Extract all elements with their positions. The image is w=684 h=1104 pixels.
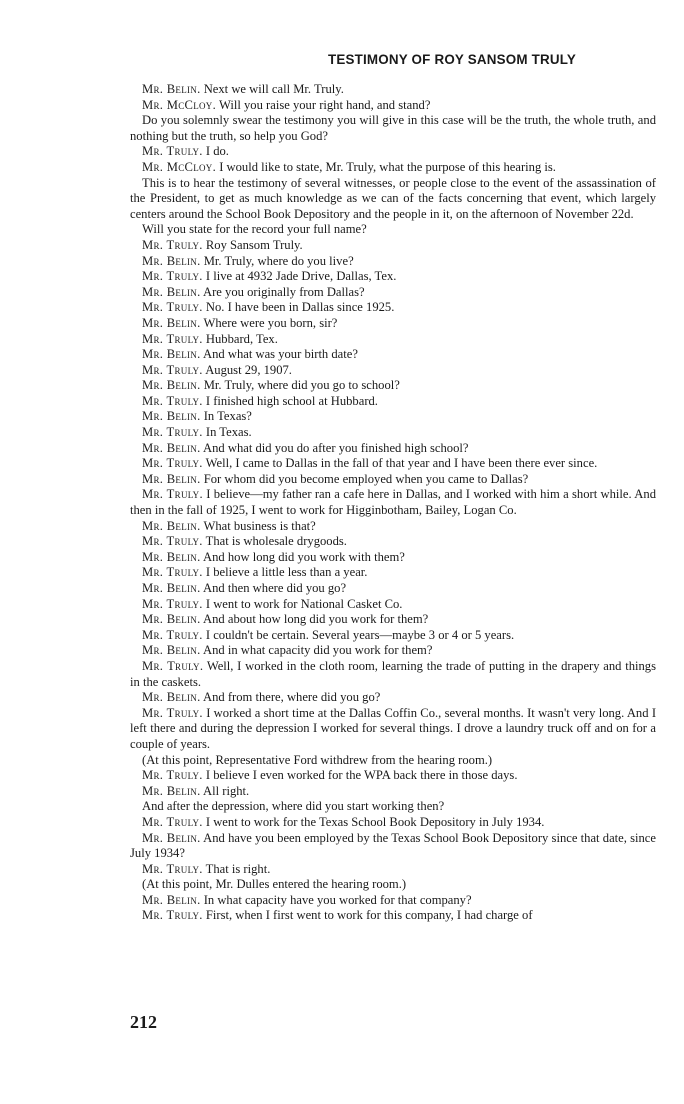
- speaker-label: Mr. Belin.: [142, 440, 201, 455]
- speaker-label: Mr. Belin.: [142, 892, 201, 907]
- paragraph-text: I believe a little less than a year.: [205, 565, 368, 580]
- paragraph-text: Next we will call Mr. Truly.: [203, 82, 344, 96]
- paragraph-text: I couldn't be certain. Several years—maybe 3 or 4 or 5 years.: [205, 627, 515, 642]
- testimony-paragraph: [130, 144, 656, 160]
- page-number: 212: [130, 1012, 157, 1032]
- paragraph-text: I worked a short time at the Dallas Coffin Co., several months. It wasn't very long. And I left there and during the depression I worked for several things. I drove a laundry truck off and on for a couple of years.: [130, 705, 657, 751]
- testimony-paragraph: [130, 269, 656, 285]
- speaker-label: Mr. Truly.: [142, 456, 203, 471]
- testimony-paragraph: [130, 441, 656, 457]
- paragraph-text: Roy Sansom Truly.: [205, 237, 303, 252]
- paragraph-text: Will you raise your right hand, and stand?: [218, 97, 431, 112]
- testimony-paragraph: [130, 316, 656, 332]
- speaker-label: Mr. Truly.: [142, 487, 203, 502]
- testimony-paragraph: [130, 409, 656, 425]
- paragraph-text: Will you state for the record your full name?: [142, 222, 367, 237]
- speaker-label: Mr. Truly.: [142, 565, 203, 580]
- paragraph-text: In Texas.: [205, 425, 252, 440]
- testimony-paragraph: [130, 768, 656, 784]
- speaker-label: Mr. Belin.: [142, 82, 201, 96]
- paragraph-text: In what capacity have you worked for that company?: [203, 892, 472, 907]
- testimony-paragraph: [130, 378, 656, 394]
- paragraph-text: Well, I came to Dallas in the fall of that year and I have been there ever since.: [205, 456, 598, 471]
- testimony-paragraph: [130, 254, 656, 270]
- paragraph-text: And after the depression, where did you start working then?: [142, 799, 445, 814]
- testimony-paragraph: [130, 487, 656, 518]
- paragraph-text: I would like to state, Mr. Truly, what the purpose of this hearing is.: [219, 159, 556, 174]
- speaker-label: Mr. Belin.: [142, 581, 201, 595]
- paragraph-text: Well, I worked in the cloth room, learning the trade of putting in the drapery and things in the caskets.: [130, 658, 656, 689]
- speaker-label: Mr. Belin.: [142, 409, 201, 424]
- testimony-paragraph: [130, 113, 656, 144]
- speaker-label: Mr. Truly.: [142, 768, 203, 783]
- testimony-paragraph: [130, 612, 656, 628]
- paragraph-text: And what did you do after you finished high school?: [203, 440, 469, 455]
- testimony-body: [130, 82, 656, 924]
- speaker-label: Mr. Truly.: [142, 237, 203, 252]
- paragraph-text: All right.: [203, 783, 250, 798]
- testimony-paragraph: [130, 82, 656, 98]
- paragraph-text: I do.: [205, 144, 229, 159]
- paragraph-text: Mr. Truly, where do you live?: [203, 253, 354, 268]
- testimony-paragraph: [130, 643, 656, 659]
- paragraph-text: (At this point, Mr. Dulles entered the hearing room.): [142, 877, 407, 892]
- testimony-paragraph: [130, 363, 656, 379]
- page-title: TESTIMONY OF ROY SANSOM TRULY: [327, 52, 577, 67]
- paragraph-text: (At this point, Representative Ford withdrew from the hearing room.): [142, 752, 493, 767]
- testimony-paragraph: [130, 690, 656, 706]
- speaker-label: Mr. Truly.: [142, 627, 203, 642]
- speaker-label: Mr. Belin.: [142, 347, 201, 362]
- paragraph-text: I believe—my father ran a cafe here in Dallas, and I worked with him a short while. And then in the fall of 1925, I went to work for Higginbotham, Bailey, Logan Co.: [130, 487, 656, 518]
- testimony-paragraph: [130, 98, 656, 114]
- speaker-label: Mr. Truly.: [142, 908, 203, 923]
- paragraph-text: And in what capacity did you work for them?: [203, 643, 433, 658]
- paragraph-text: That is right.: [205, 861, 271, 876]
- testimony-paragraph: [130, 706, 656, 753]
- speaker-label: Mr. Belin.: [142, 549, 201, 564]
- speaker-label: Mr. Truly.: [142, 269, 203, 284]
- paragraph-text: In Texas?: [203, 409, 252, 424]
- testimony-paragraph: [130, 425, 656, 441]
- paragraph-text: And how long did you work with them?: [203, 549, 405, 564]
- speaker-label: Mr. Belin.: [142, 315, 201, 330]
- paragraph-text: Do you solemnly swear the testimony you will give in this case will be the truth, the whole truth, and nothing but the truth, so help you God?: [130, 113, 656, 143]
- testimony-paragraph: [130, 799, 656, 815]
- testimony-paragraph: [130, 347, 656, 363]
- speaker-label: Mr. Belin.: [142, 783, 201, 798]
- paragraph-text: I went to work for the Texas School Book Depository in July 1934.: [205, 814, 545, 829]
- paragraph-text: For whom did you become employed when you came to Dallas?: [203, 471, 529, 486]
- testimony-paragraph: [130, 332, 656, 348]
- paragraph-text: I went to work for National Casket Co.: [205, 596, 403, 611]
- speaker-label: Mr. Truly.: [142, 331, 203, 346]
- paragraph-text: And about how long did you work for them?: [203, 612, 429, 627]
- testimony-paragraph: [130, 550, 656, 566]
- testimony-paragraph: [130, 581, 656, 597]
- testimony-paragraph: [130, 831, 656, 862]
- speaker-label: Mr. Truly.: [142, 362, 203, 377]
- testimony-paragraph: [130, 534, 656, 550]
- testimony-paragraph: [130, 784, 656, 800]
- testimony-paragraph: [130, 877, 656, 893]
- testimony-paragraph: [130, 519, 656, 535]
- testimony-paragraph: [130, 862, 656, 878]
- testimony-paragraph: [130, 456, 656, 472]
- testimony-paragraph: [130, 394, 656, 410]
- speaker-label: Mr. Truly.: [142, 393, 203, 408]
- speaker-label: Mr. Truly.: [142, 534, 203, 549]
- paragraph-text: Where were you born, sir?: [203, 315, 338, 330]
- speaker-label: Mr. Belin.: [142, 378, 201, 393]
- paragraph-text: Mr. Truly, where did you go to school?: [203, 378, 400, 393]
- speaker-label: Mr. Belin.: [142, 643, 201, 658]
- speaker-label: Mr. Truly.: [142, 658, 204, 673]
- paragraph-text: And have you been employed by the Texas School Book Depository since that date, since July 1934?: [130, 830, 656, 861]
- speaker-label: Mr. Belin.: [142, 471, 201, 486]
- testimony-paragraph: [130, 597, 656, 613]
- testimony-paragraph: [130, 908, 656, 924]
- testimony-paragraph: [130, 893, 656, 909]
- paragraph-text: And from there, where did you go?: [203, 690, 381, 705]
- speaker-label: Mr. Belin.: [142, 284, 201, 299]
- speaker-label: Mr. Truly.: [142, 861, 203, 876]
- paragraph-text: What business is that?: [203, 518, 316, 533]
- speaker-label: Mr. Belin.: [142, 690, 201, 705]
- testimony-paragraph: [130, 176, 656, 223]
- paragraph-text: I believe I even worked for the WPA back there in those days.: [205, 768, 518, 783]
- speaker-label: Mr. McCloy.: [142, 159, 217, 174]
- testimony-paragraph: [130, 815, 656, 831]
- speaker-label: Mr. Belin.: [142, 253, 201, 268]
- speaker-label: Mr. Truly.: [142, 425, 203, 440]
- speaker-label: Mr. Truly.: [142, 814, 203, 829]
- testimony-paragraph: [130, 300, 656, 316]
- paragraph-text: August 29, 1907.: [205, 362, 292, 377]
- speaker-label: Mr. Belin.: [142, 612, 201, 627]
- testimony-paragraph: [130, 238, 656, 254]
- paragraph-text: I live at 4932 Jade Drive, Dallas, Tex.: [205, 269, 397, 284]
- paragraph-text: That is wholesale drygoods.: [205, 534, 347, 549]
- speaker-label: Mr. Belin.: [142, 518, 201, 533]
- testimony-paragraph: [130, 222, 656, 238]
- speaker-label: Mr. Truly.: [142, 596, 203, 611]
- paragraph-text: Are you originally from Dallas?: [203, 284, 365, 299]
- paragraph-text: This is to hear the testimony of several witnesses, or people close to the event of the assassination of the President, to get as much knowledge as we can of the facts concerning that event, which largely centers around the School Book Depository and the people in it, on the afternoon of November 22d.: [130, 175, 656, 221]
- paragraph-text: And then where did you go?: [203, 581, 347, 595]
- running-head: [130, 52, 656, 67]
- speaker-label: Mr. McCloy.: [142, 97, 217, 112]
- speaker-label: Mr. Belin.: [142, 830, 201, 845]
- paragraph-text: Hubbard, Tex.: [205, 331, 278, 346]
- testimony-paragraph: [130, 472, 656, 488]
- speaker-label: Mr. Truly.: [142, 144, 203, 159]
- speaker-label: Mr. Truly.: [142, 300, 203, 315]
- speaker-label: Mr. Truly.: [142, 705, 203, 720]
- paragraph-text: I finished high school at Hubbard.: [205, 393, 378, 408]
- testimony-paragraph: [130, 160, 656, 176]
- testimony-paragraph: [130, 628, 656, 644]
- testimony-paragraph: [130, 285, 656, 301]
- paragraph-text: First, when I first went to work for this company, I had charge of: [205, 908, 533, 923]
- paragraph-text: And what was your birth date?: [203, 347, 358, 362]
- paragraph-text: No. I have been in Dallas since 1925.: [205, 300, 395, 315]
- testimony-paragraph: [130, 753, 656, 769]
- testimony-paragraph: [130, 659, 656, 690]
- testimony-paragraph: [130, 565, 656, 581]
